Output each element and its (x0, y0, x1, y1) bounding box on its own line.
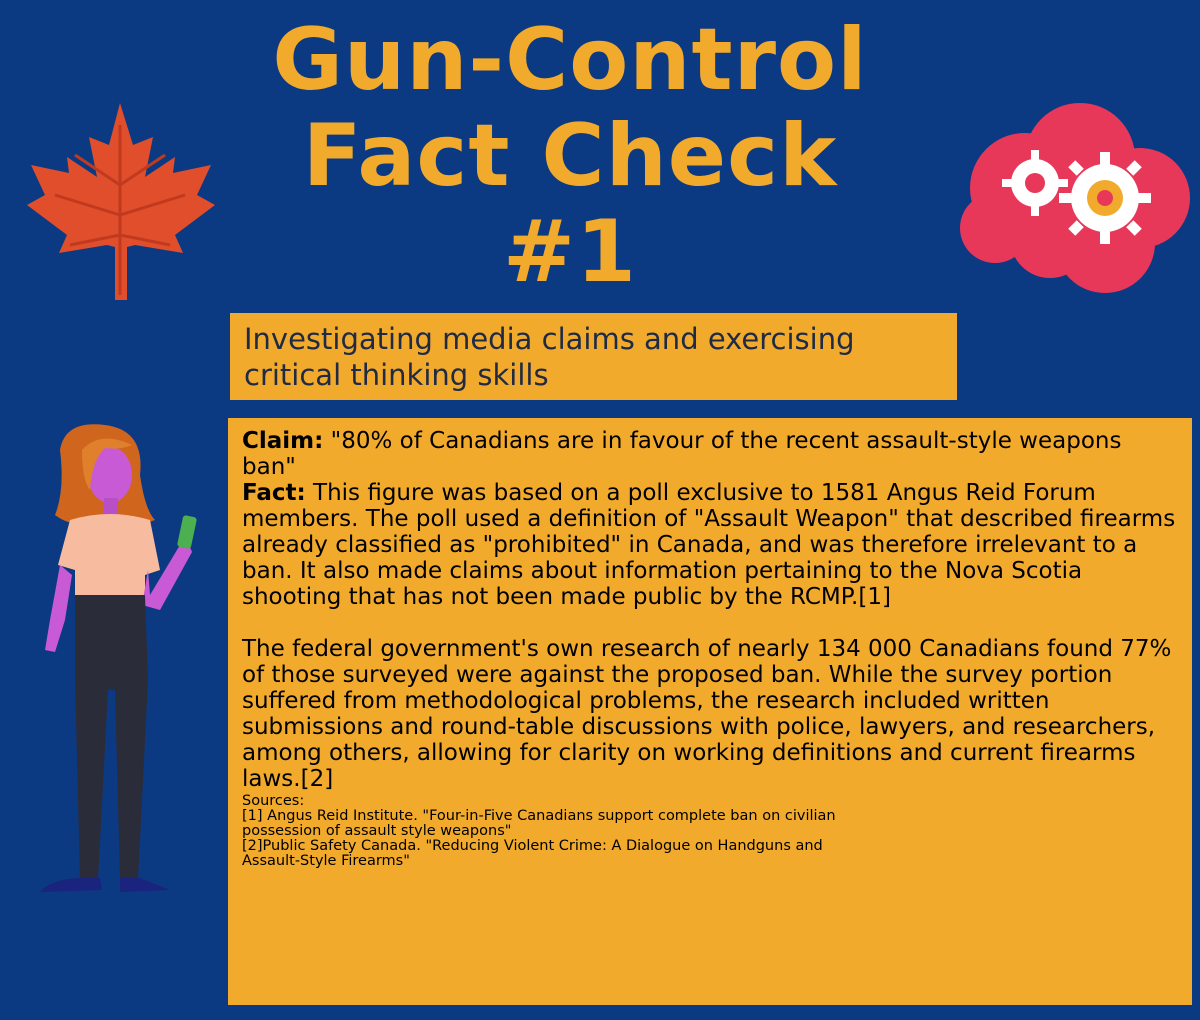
fact-label: Fact: (242, 480, 306, 506)
title-line-1: Gun-Control (272, 10, 868, 110)
sources-list (242, 794, 1178, 869)
subtitle-text: Investigating media claims and exercising critical thinking skills (244, 322, 855, 392)
woman-with-phone-illustration (20, 420, 220, 900)
gear-icon-large (1059, 152, 1151, 244)
title-line-2: Fact Check (302, 106, 838, 206)
page-title (120, 12, 1020, 300)
fact-paragraph (242, 480, 1178, 610)
maple-leaf-icon (15, 95, 225, 305)
claim-paragraph (242, 428, 1178, 480)
subtitle-box (230, 313, 957, 400)
cloud-gears-icon (955, 88, 1195, 298)
claim-text: "80% of Canadians are in favour of the recent assault-style weapons ban" (242, 428, 1122, 480)
source-line: [1] Angus Reid Institute. "Four-in-Five Canadians support complete ban on civilian (242, 808, 836, 824)
fact-check-content (228, 418, 1192, 1005)
source-line: [2]Public Safety Canada. "Reducing Violent Crime: A Dialogue on Handguns and (242, 838, 823, 854)
title-line-3: #1 (503, 202, 637, 302)
sources-heading: Sources: (242, 793, 305, 809)
research-paragraph: The federal government's own research of nearly 134 000 Canadians found 77% of those surveyed were against the proposed ban. While the survey portion suffered from methodological problems, the research included written submissions and round-table discussions with police, lawyers, and researchers, among others, allowing for clarity on working definitions and current firearms laws.[2] (242, 636, 1172, 792)
claim-label: Claim: (242, 428, 324, 454)
fact-text: This figure was based on a poll exclusive to 1581 Angus Reid Forum members. The poll used a definition of "Assault Weapon" that described firearms already classified as "prohibited" in Canada, and was therefore irrelevant to a ban. It also made claims about information pertaining to the Nova Scotia shooting that has not been made public by the RCMP.[1] (242, 480, 1176, 610)
source-line: Assault-Style Firearms" (242, 853, 410, 869)
source-line: possession of assault style weapons" (242, 823, 512, 839)
